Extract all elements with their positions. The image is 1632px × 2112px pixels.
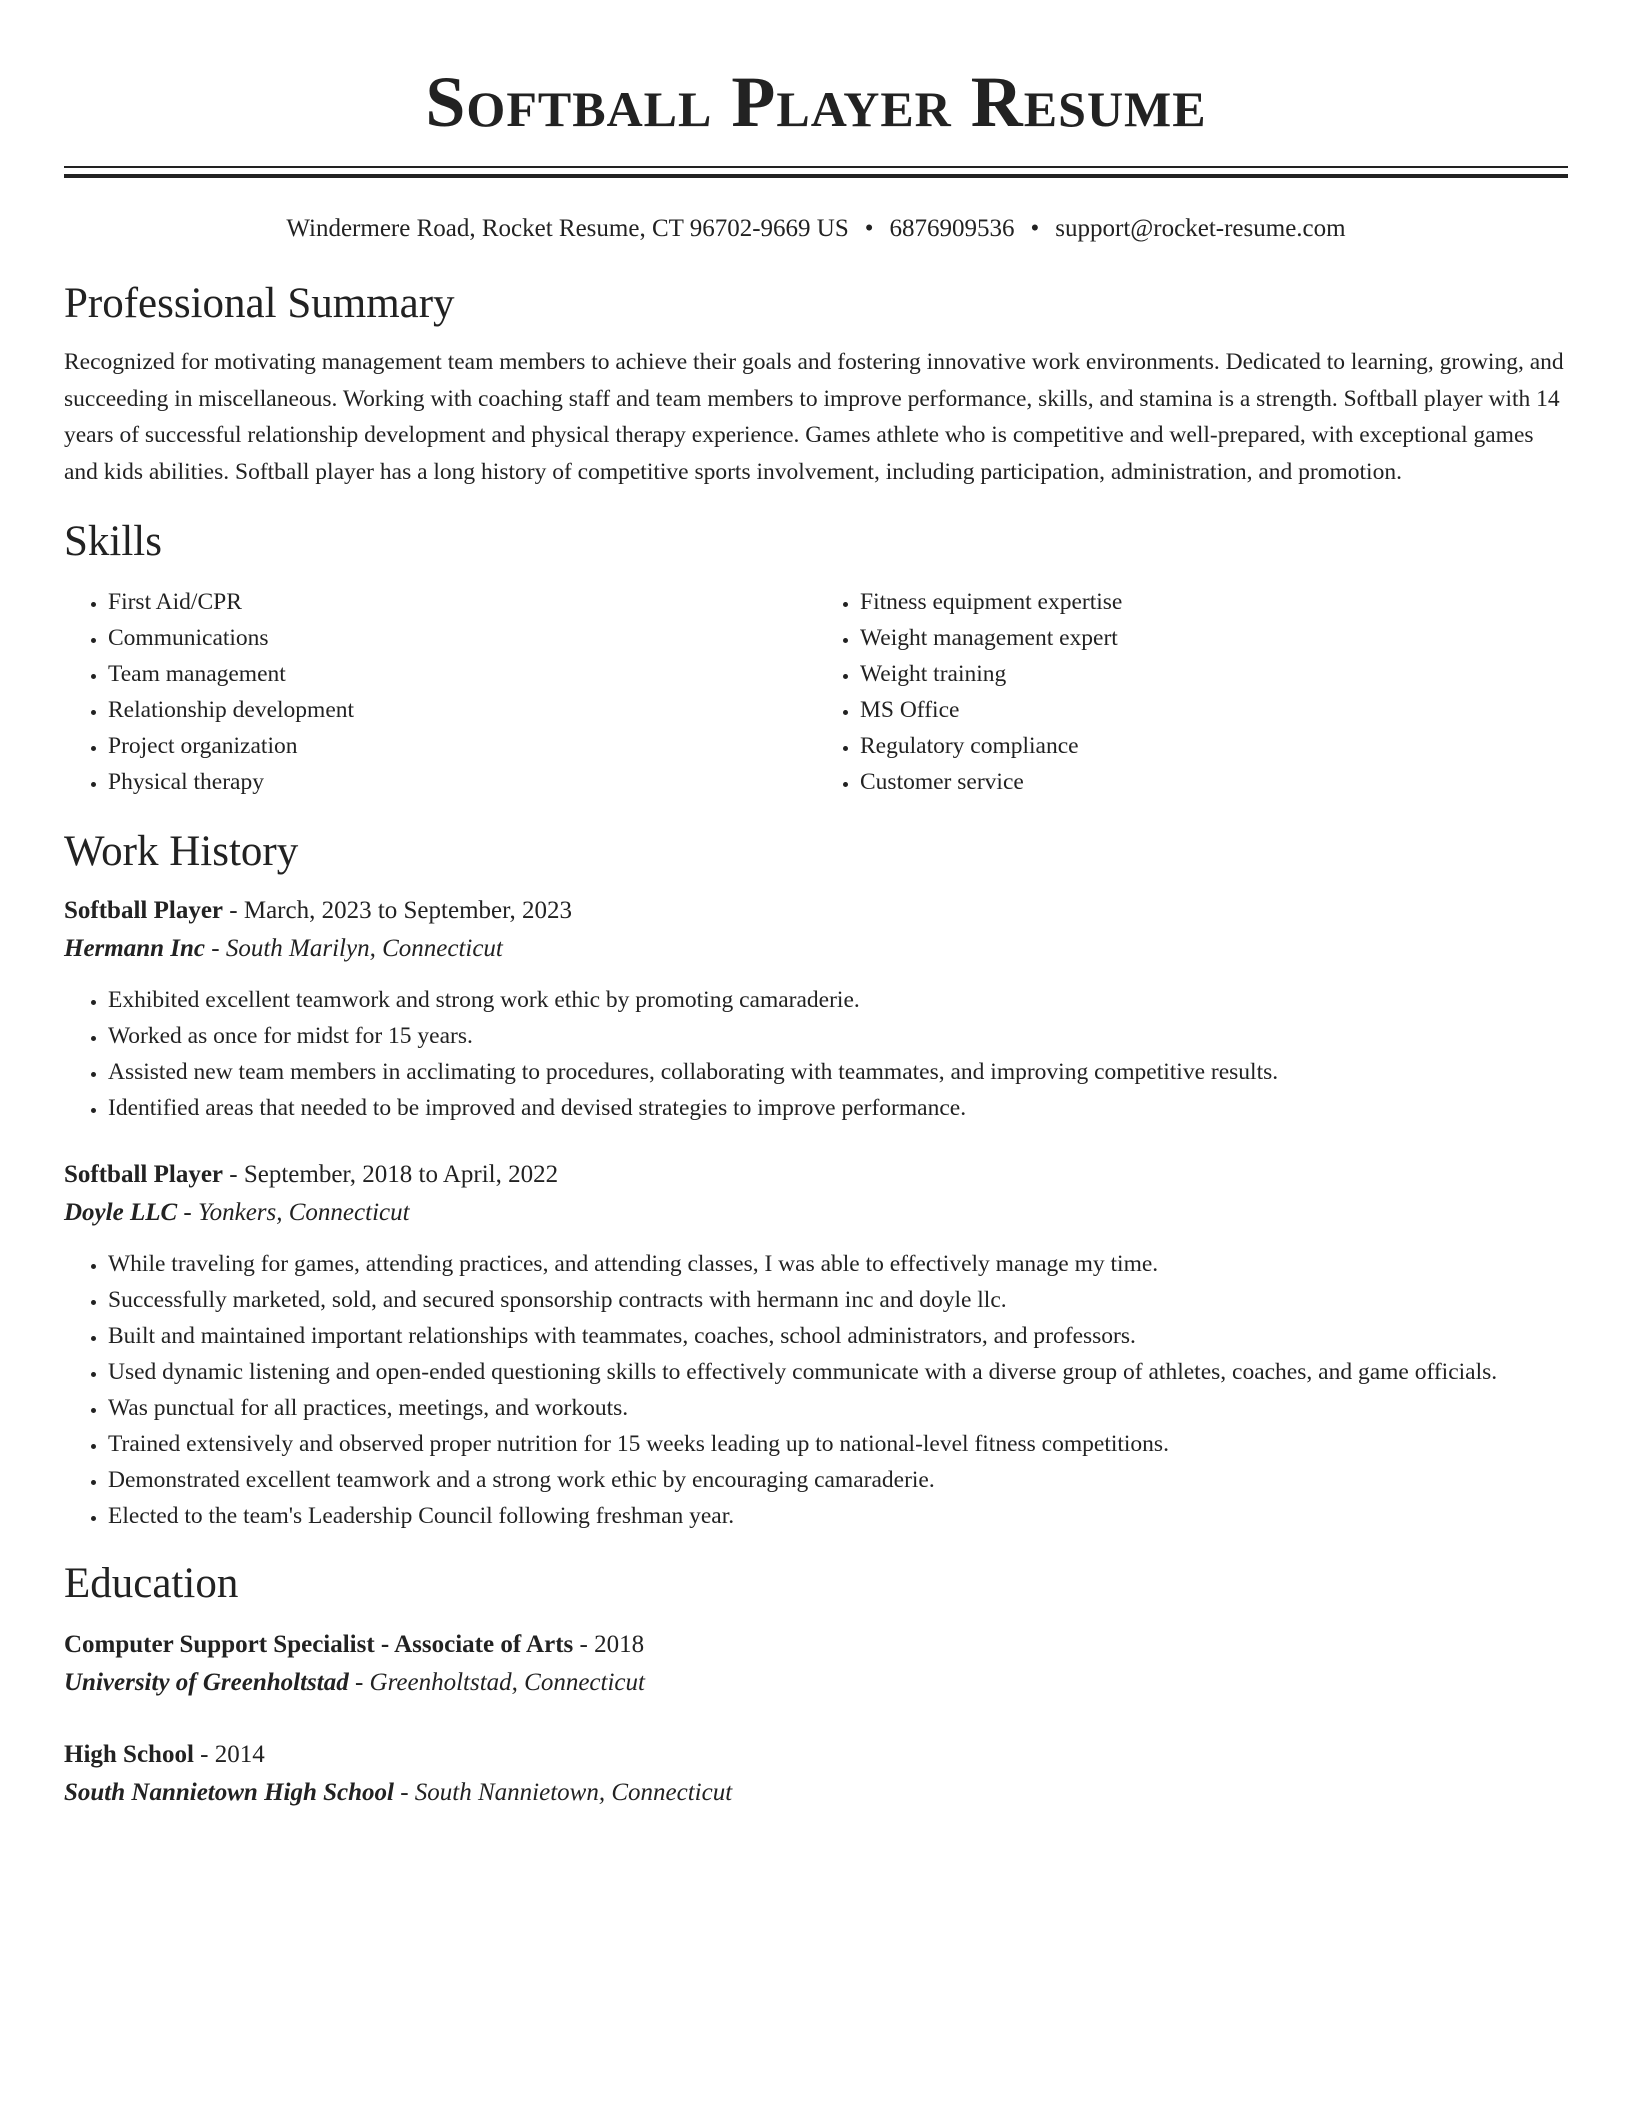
job-title-line [64, 1156, 1568, 1194]
skills-list-left [64, 584, 816, 800]
bullet-separator: • [864, 215, 874, 242]
education-degree-line [64, 1626, 1568, 1664]
summary-text: Recognized for motivating management team members to achieve their goals and fostering innovative work environments. Dedicated to learning, growing, and succeeding in miscellaneous. Working with coaching staff and team members to improve performance, skills, and stamina is a strength. Softball player with 14 years of successful relationship development and physical therapy experience. Games athlete who is competitive and well-prepared, with exceptional games and kids abilities. Softball player has a long history of competitive sports involvement, including participation, administration, and promotion. [64, 349, 1564, 485]
job-title: Softball Player [64, 1161, 224, 1188]
education-school: South Nannietown High School [64, 1779, 394, 1806]
job-bullet: • Was punctual for all practices, meetings, and workouts. [108, 1390, 1568, 1426]
skill-item: • Fitness equipment expertise [860, 584, 1568, 620]
job-company-line [64, 1194, 1568, 1232]
job-bullet: • Elected to the team's Leadership Council following freshman year. [108, 1498, 1568, 1534]
education-year: - 2018 [573, 1631, 645, 1658]
skills-section [64, 516, 1568, 800]
education-school-line [64, 1774, 1568, 1812]
job-title: Softball Player [64, 897, 224, 924]
education-year: - 2014 [193, 1741, 265, 1768]
skill-item: • Weight management expert [860, 620, 1568, 656]
education-degree: High School [64, 1741, 194, 1768]
education-school: University of Greenholtstad [64, 1669, 349, 1696]
work-history-heading: Work History [64, 828, 299, 875]
job-location: - South Marilyn, Connecticut [205, 935, 503, 962]
job-bullet: • Worked as once for midst for 15 years. [108, 1018, 1568, 1054]
job-location: - Yonkers, Connecticut [177, 1199, 410, 1226]
job-bullet: • Trained extensively and observed proper nutrition for 15 weeks leading up to national-level fitness competitions. [108, 1426, 1568, 1462]
skill-item: • Regulatory compliance [860, 728, 1568, 764]
education-degree-line [64, 1736, 1568, 1774]
job-bullet: • Exhibited excellent teamwork and strong work ethic by promoting camaraderie. [108, 982, 1568, 1018]
education-school-line [64, 1664, 1568, 1702]
education-heading: Education [64, 1560, 239, 1607]
contact-address: Windermere Road, Rocket Resume, CT 96702-9669 US [286, 215, 849, 242]
education-degree: Computer Support Specialist - Associate of Arts [64, 1631, 574, 1658]
job-bullets [64, 1246, 1568, 1534]
skill-item: • Physical therapy [108, 764, 816, 800]
work-history-section [64, 826, 1568, 1534]
skill-item: • Weight training [860, 656, 1568, 692]
contact-email: support@rocket-resume.com [1055, 215, 1346, 242]
job-bullet: • Successfully marketed, sold, and secured sponsorship contracts with hermann inc and doyle llc. [108, 1282, 1568, 1318]
summary-heading: Professional Summary [64, 280, 455, 327]
resume-title: Softball Player Resume [425, 62, 1207, 142]
skill-item: • MS Office [860, 692, 1568, 728]
bullet-separator: • [1030, 215, 1040, 242]
skill-item: • Customer service [860, 764, 1568, 800]
skills-columns [64, 584, 1568, 800]
job-bullet: • Demonstrated excellent teamwork and a strong work ethic by encouraging camaraderie. [108, 1462, 1568, 1498]
education-location: - South Nannietown, Connecticut [393, 1779, 733, 1806]
job-company: Hermann Inc [64, 935, 206, 962]
job-company: Doyle LLC [64, 1199, 178, 1226]
job-bullet: • Assisted new team members in acclimating to procedures, collaborating with teammates, and improving competitive results. [108, 1054, 1568, 1090]
job-entry [64, 892, 1568, 1126]
education-section [64, 1558, 1568, 1812]
skills-list-right [816, 584, 1568, 800]
skill-item: • Team management [108, 656, 816, 692]
job-dates: - March, 2023 to September, 2023 [223, 897, 572, 924]
skill-item: • Relationship development [108, 692, 816, 728]
skills-heading: Skills [64, 518, 162, 565]
contact-phone: 6876909536 [889, 215, 1015, 242]
summary-section [64, 278, 1568, 490]
education-entry [64, 1736, 1568, 1812]
job-bullet: • Identified areas that needed to be improved and devised strategies to improve performance. [108, 1090, 1568, 1126]
job-dates: - September, 2018 to April, 2022 [223, 1161, 559, 1188]
job-bullet: • Built and maintained important relationships with teammates, coaches, school administrators, and professors. [108, 1318, 1568, 1354]
contact-line [64, 214, 1568, 244]
education-location: - Greenholtstad, Connecticut [348, 1669, 645, 1696]
job-bullet: • Used dynamic listening and open-ended questioning skills to effectively communicate with a diverse group of athletes, coaches, and game officials. [108, 1354, 1568, 1390]
education-entry [64, 1626, 1568, 1702]
job-title-line [64, 892, 1568, 930]
skill-item: • First Aid/CPR [108, 584, 816, 620]
skill-item: • Communications [108, 620, 816, 656]
job-company-line [64, 930, 1568, 968]
job-bullet: • While traveling for games, attending practices, and attending classes, I was able to effectively manage my time. [108, 1246, 1568, 1282]
job-bullets [64, 982, 1568, 1126]
skill-item: • Project organization [108, 728, 816, 764]
job-entry [64, 1156, 1568, 1534]
title-divider [64, 166, 1568, 178]
